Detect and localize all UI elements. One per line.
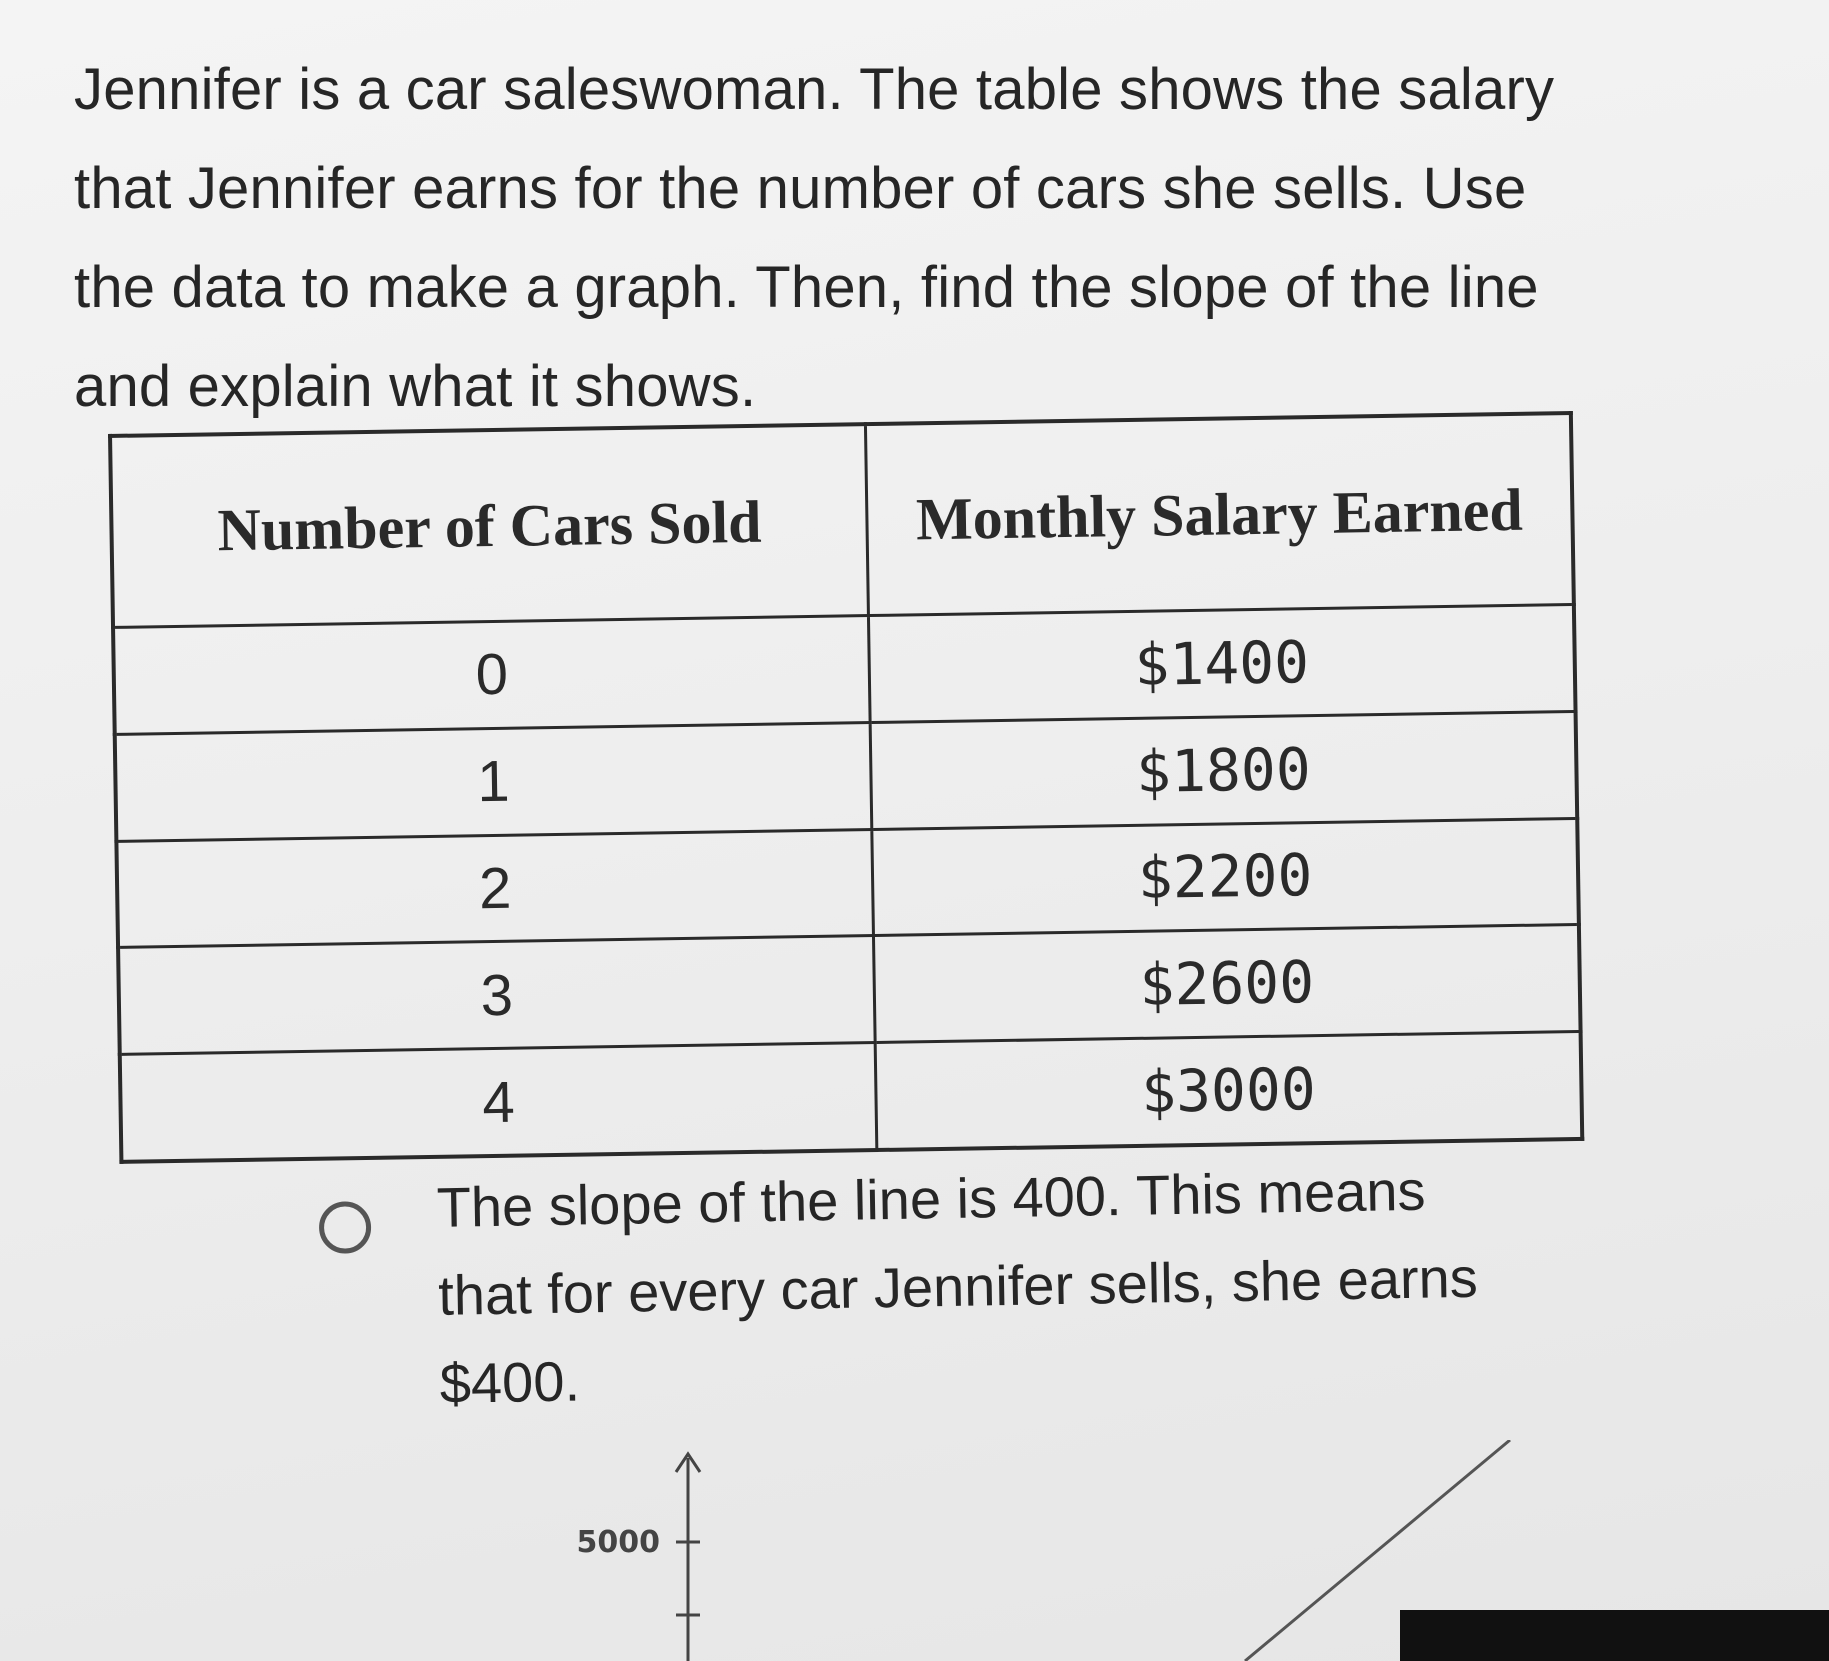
y-tick-label-5000: 5000 <box>576 1525 660 1560</box>
cell-monthly-salary: $2600 <box>873 925 1580 1043</box>
answer-line-3: $400. <box>439 1349 581 1415</box>
question-line-4: and explain what it shows. <box>74 354 757 419</box>
question-line-1: Jennifer is a car saleswoman. The table shows the salary <box>74 57 1555 122</box>
cell-cars-sold: 3 <box>118 936 875 1055</box>
question-prompt <box>74 40 1814 436</box>
answer-line-1: The slope of the line is 400. This means <box>436 1158 1426 1239</box>
answer-text[interactable] <box>436 1144 1590 1428</box>
question-line-2: that Jennifer earns for the number of cars she sells. Use <box>74 156 1527 221</box>
header-number-of-cars-sold: Number of Cars Sold <box>110 424 868 627</box>
cars-salary-table <box>108 411 1584 1164</box>
monitor-bezel <box>1400 1610 1829 1661</box>
answer-radio-button[interactable] <box>319 1201 372 1254</box>
cell-cars-sold: 4 <box>120 1043 877 1162</box>
cell-cars-sold: 2 <box>116 829 873 948</box>
answer-line-2: that for every car Jennifer sells, she earns <box>437 1245 1479 1327</box>
cell-monthly-salary: $1400 <box>868 604 1575 722</box>
cell-monthly-salary: $1800 <box>870 711 1577 829</box>
cell-cars-sold: 1 <box>115 722 872 841</box>
question-line-3: the data to make a graph. Then, find the slope of the line <box>74 255 1539 320</box>
header-monthly-salary-earned: Monthly Salary Earned <box>865 413 1573 616</box>
cell-monthly-salary: $3000 <box>875 1032 1582 1150</box>
table-header-row <box>110 413 1574 627</box>
table-row <box>120 1032 1583 1162</box>
cell-cars-sold: 0 <box>113 616 870 735</box>
cell-monthly-salary: $2200 <box>872 818 1579 936</box>
